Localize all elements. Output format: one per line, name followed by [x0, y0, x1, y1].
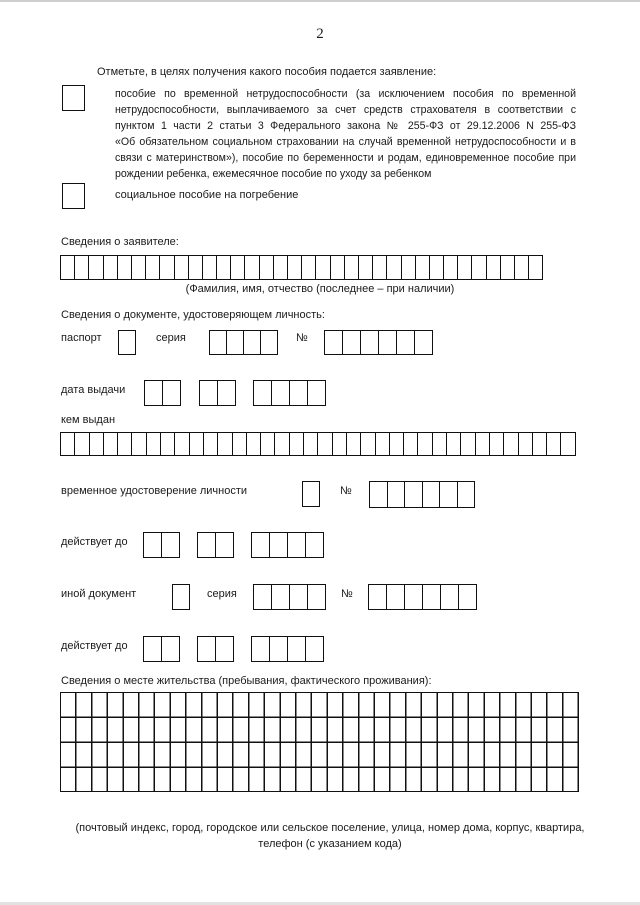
temp-valid-day-cells[interactable]	[143, 532, 180, 558]
identity-doc-heading: Сведения о документе, удостоверяющем личность:	[61, 309, 325, 321]
other-doc-label: иной документ	[61, 588, 137, 600]
other-valid-year-cells[interactable]	[251, 636, 324, 662]
other-doc-number-cells[interactable]	[368, 584, 477, 610]
passport-number-cells[interactable]	[324, 330, 433, 355]
issue-date-year-cells[interactable]	[253, 380, 326, 406]
benefit-option-1-text	[115, 86, 576, 182]
applicant-name-cells[interactable]	[60, 255, 543, 280]
issue-date-day-cells[interactable]	[144, 380, 181, 406]
page-number: 2	[316, 26, 324, 42]
instruction-text: Отметьте, в целях получения какого пособия подается заявление:	[97, 66, 437, 78]
other-doc-valid-until-label: действует до	[61, 640, 128, 652]
passport-series-label: серия	[156, 332, 186, 344]
temp-id-valid-until-label: действует до	[61, 536, 128, 548]
issued-by-label: кем выдан	[61, 414, 116, 426]
option-1-line: «Об обязательном социальном страховании на случай временной нетрудоспособности и в	[115, 136, 576, 148]
residence-caption-line2: телефон (с указанием кода)	[258, 838, 402, 850]
option-1-line: пунктом 1 части 2 статьи 3 Федерального закона № 255-ФЗ от 29.12.2006 N 255-ФЗ	[115, 120, 576, 132]
passport-label: паспорт	[61, 332, 102, 344]
temp-id-number-cells[interactable]	[369, 481, 475, 508]
issue-date-month-cells[interactable]	[199, 380, 236, 406]
temp-valid-year-cells[interactable]	[251, 532, 324, 558]
option-1-line: нетрудоспособности, выплачиваемого за счет средств страхователя в соответствии с	[115, 104, 576, 116]
benefit-option-2-checkbox[interactable]	[62, 183, 85, 209]
applicant-heading: Сведения о заявителе:	[61, 236, 179, 248]
other-doc-checkbox[interactable]	[172, 584, 190, 610]
scan-edge-top	[0, 0, 640, 2]
issue-date-label: дата выдачи	[61, 384, 126, 396]
benefit-option-1-checkbox[interactable]	[62, 85, 85, 111]
applicant-name-caption: (Фамилия, имя, отчество (последнее – при наличии)	[185, 283, 455, 295]
residence-heading: Сведения о месте жительства (пребывания, фактического проживания):	[61, 675, 432, 687]
option-1-line: пособие по временной нетрудоспособности (за исключением пособия по временной	[115, 88, 576, 100]
benefit-option-2-text: социальное пособие на погребение	[115, 189, 299, 201]
passport-number-label: №	[296, 332, 308, 344]
other-doc-series-cells[interactable]	[253, 584, 326, 610]
other-valid-day-cells[interactable]	[143, 636, 180, 662]
other-doc-number-label: №	[341, 588, 353, 600]
other-doc-series-label: серия	[207, 588, 237, 600]
passport-checkbox[interactable]	[118, 330, 136, 355]
issued-by-cells[interactable]	[60, 432, 576, 456]
option-1-line: связи с материнством»), пособие по беременности и родам, единовременное пособие при	[115, 152, 576, 164]
other-valid-month-cells[interactable]	[197, 636, 234, 662]
temp-valid-month-cells[interactable]	[197, 532, 234, 558]
residence-address-grid[interactable]	[60, 692, 579, 792]
temp-id-number-label: №	[340, 485, 352, 497]
passport-series-cells[interactable]	[209, 330, 278, 355]
residence-caption-line1: (почтовый индекс, город, городское или сельское поселение, улица, номер дома, корпус, квартира,	[75, 822, 585, 834]
temp-id-checkbox[interactable]	[302, 481, 320, 507]
temp-id-label: временное удостоверение личности	[61, 485, 248, 497]
option-1-line: рождении ребенка, ежемесячное пособие по уходу за ребенком	[115, 168, 432, 180]
